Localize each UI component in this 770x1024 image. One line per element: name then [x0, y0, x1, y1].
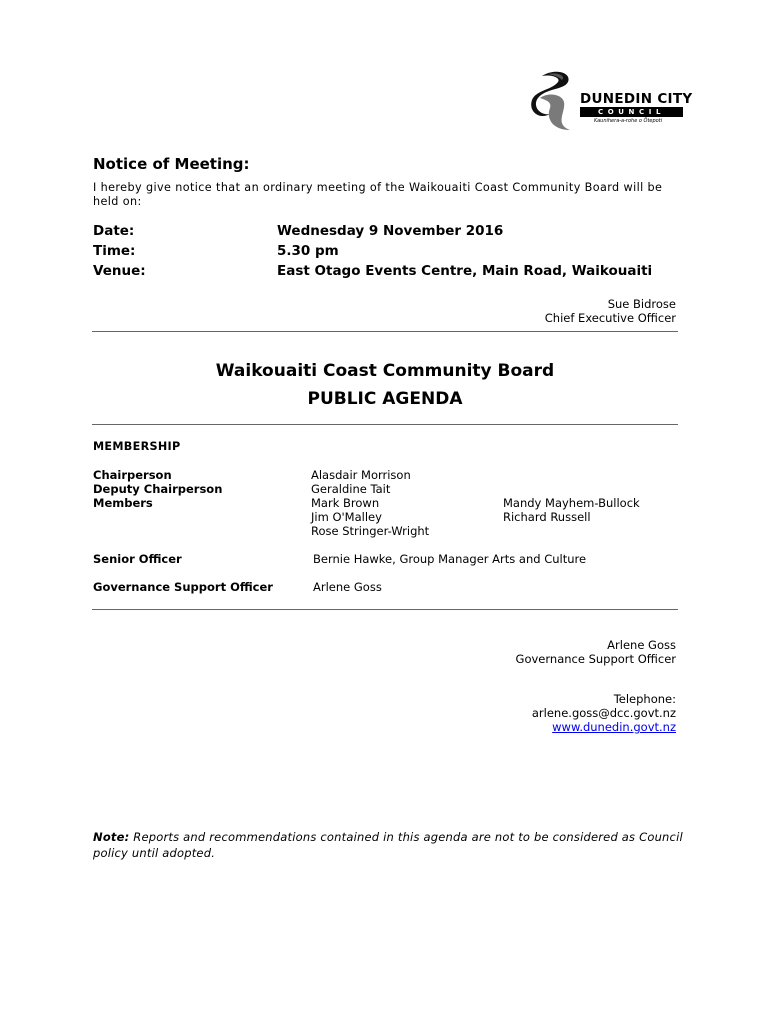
ceo-title: Chief Executive Officer	[544, 311, 676, 325]
telephone-label: Telephone:	[613, 692, 676, 706]
ceo-name: Sue Bidrose	[607, 297, 676, 311]
logo-tagline: Kaunihera-a-rohe o Ōtepoti	[594, 118, 663, 124]
governance-officer-name: Arlene Goss	[313, 580, 382, 594]
member-name: Rose Stringer-Wright	[311, 524, 430, 538]
contact-email: arlene.goss@dcc.govt.nz	[531, 706, 676, 720]
contact-name: Arlene Goss	[607, 638, 676, 652]
members-label: Members	[93, 496, 153, 510]
dcc-swirl-icon	[528, 70, 580, 132]
time-value: 5.30 pm	[277, 243, 339, 259]
time-label: Time:	[93, 243, 136, 259]
governance-officer-label: Governance Support Officer	[93, 580, 273, 594]
senior-officer-label: Senior Officer	[93, 552, 182, 566]
divider	[92, 609, 678, 610]
divider	[92, 424, 678, 425]
senior-officer-name: Bernie Hawke, Group Manager Arts and Culture	[313, 552, 587, 566]
member-name: Mandy Mayhem-Bullock	[503, 496, 640, 510]
notice-text: I hereby give notice that an ordinary meeting of the Waikouaiti Coast Community Board will be held on:	[93, 181, 663, 208]
deputy-name: Geraldine Tait	[311, 482, 391, 496]
deputy-label: Deputy Chairperson	[93, 482, 223, 496]
note-text: Reports and recommendations contained in this agenda are not to be considered as Council policy until adopted.	[93, 830, 683, 860]
venue-label: Venue:	[93, 263, 146, 279]
note-label: Note:	[93, 830, 130, 844]
website-link[interactable]: www.dunedin.govt.nz	[552, 720, 676, 734]
dcc-logo	[528, 70, 693, 132]
membership-heading: MEMBERSHIP	[93, 440, 181, 453]
chairperson-name: Alasdair Morrison	[311, 468, 411, 482]
date-label: Date:	[93, 223, 135, 239]
member-name: Mark Brown	[311, 496, 380, 510]
notice-title: Notice of Meeting:	[93, 155, 250, 173]
agenda-note	[93, 830, 693, 861]
contact-title: Governance Support Officer	[515, 652, 676, 666]
member-name: Jim O'Malley	[311, 510, 382, 524]
agenda-title: PUBLIC AGENDA	[307, 389, 463, 409]
divider	[92, 331, 678, 332]
date-value: Wednesday 9 November 2016	[277, 223, 504, 239]
logo-name-line2: COUNCIL	[597, 108, 666, 116]
chairperson-label: Chairperson	[93, 468, 172, 482]
venue-value: East Otago Events Centre, Main Road, Waikouaiti	[277, 263, 653, 279]
logo-name-line1: DUNEDIN CITY	[580, 91, 693, 107]
member-name: Richard Russell	[503, 510, 591, 524]
board-title: Waikouaiti Coast Community Board	[215, 361, 555, 381]
